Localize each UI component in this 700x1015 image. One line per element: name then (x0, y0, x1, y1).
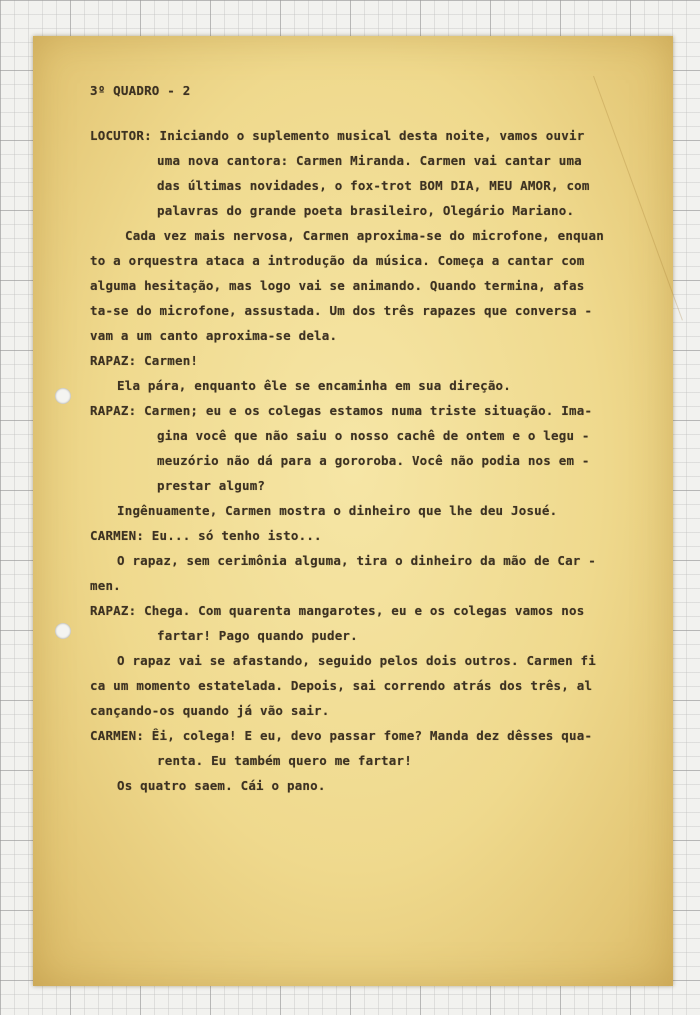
text-line: gina você que não saiu o nosso cachê de ontem e o legu - (157, 428, 590, 443)
text-line: RAPAZ: Chega. Com quarenta mangarotes, eu e os colegas vamos nos (90, 603, 585, 618)
punch-hole-bottom (55, 623, 71, 639)
text-line: men. (90, 578, 121, 593)
text-line: LOCUTOR: Iniciando o suplemento musical desta noite, vamos ouvir (90, 128, 585, 143)
paper-crease (593, 76, 683, 321)
text-line: ta-se do microfone, assustada. Um dos três rapazes que conversa - (90, 303, 593, 318)
text-line: cançando-os quando já vão sair. (90, 703, 330, 718)
text-line: RAPAZ: Carmen! (90, 353, 199, 368)
punch-hole-top (55, 388, 71, 404)
text-line: CARMEN: Êi, colega! E eu, devo passar fome? Manda dez dêsses qua- (90, 728, 593, 743)
text-line: Cada vez mais nervosa, Carmen aproxima-se do microfone, enquan (125, 228, 604, 243)
text-line: fartar! Pago quando puder. (157, 628, 358, 643)
text-line: CARMEN: Eu... só tenho isto... (90, 528, 322, 543)
text-line: Ingênuamente, Carmen mostra o dinheiro que lhe deu Josué. (117, 503, 558, 518)
typewritten-page (33, 36, 673, 986)
text-line: O rapaz vai se afastando, seguido pelos dois outros. Carmen fi (117, 653, 596, 668)
text-line: renta. Eu também quero me fartar! (157, 753, 412, 768)
text-line: vam a um canto aproxima-se dela. (90, 328, 338, 343)
text-line: das últimas novidades, o fox-trot BOM DIA, MEU AMOR, com (157, 178, 590, 193)
text-line: ca um momento estatelada. Depois, sai correndo atrás dos três, al (90, 678, 593, 693)
text-line: alguma hesitação, mas logo vai se animando. Quando termina, afas (90, 278, 585, 293)
text-line: uma nova cantora: Carmen Miranda. Carmen vai cantar uma (157, 153, 582, 168)
text-line: to a orquestra ataca a introdução da música. Começa a cantar com (90, 253, 585, 268)
text-line: meuzório não dá para a gororoba. Você não podia nos em - (157, 453, 590, 468)
text-line: Os quatro saem. Cái o pano. (117, 778, 326, 793)
page-header: 3º QUADRO - 2 (90, 83, 191, 98)
text-line: RAPAZ: Carmen; eu e os colegas estamos numa triste situação. Ima- (90, 403, 593, 418)
text-line: O rapaz, sem cerimônia alguma, tira o dinheiro da mão de Car - (117, 553, 596, 568)
text-line: prestar algum? (157, 478, 266, 493)
text-line: palavras do grande poeta brasileiro, Olegário Mariano. (157, 203, 575, 218)
text-line: Ela pára, enquanto êle se encaminha em sua direção. (117, 378, 512, 393)
